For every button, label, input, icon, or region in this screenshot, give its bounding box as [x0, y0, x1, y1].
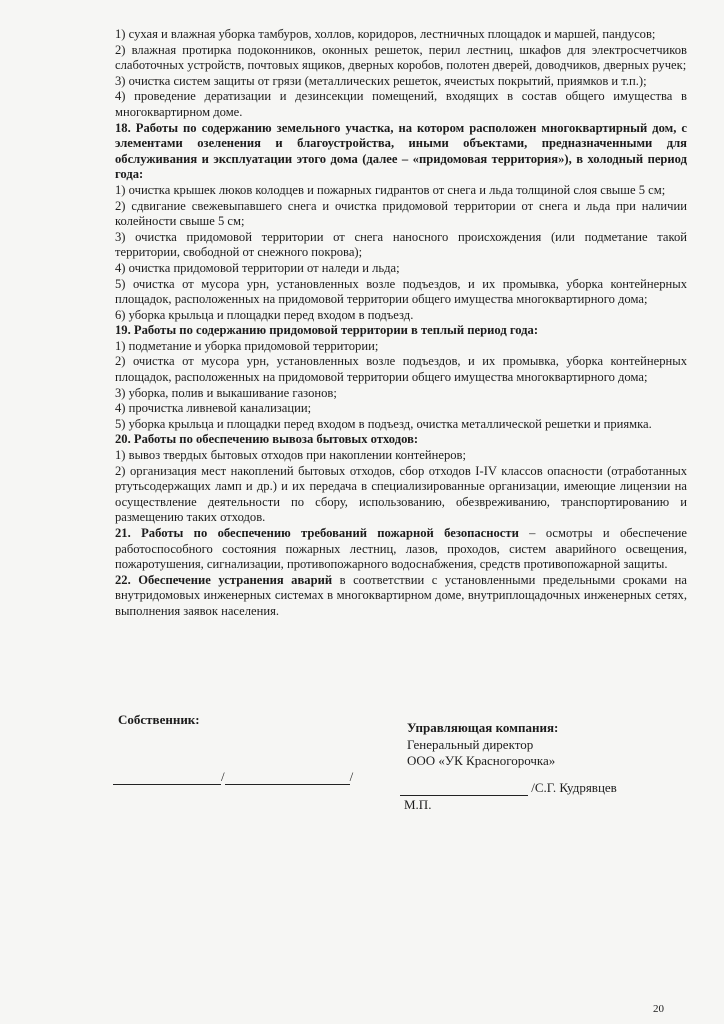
document-body — [115, 27, 687, 620]
list-item: 5) уборка крыльца и площадки перед входом в подъезд, очистка металлической решетки и приямка. — [115, 416, 652, 431]
list-item: 2) организация мест накоплений бытовых отходов, сбор отходов I-IV классов опасности (отработанных ртутьсодержащих ламп и др.) и их передача в специализированные организации, имеющие лицензии на осуществление деятельности по сбору, использованию, обезвреживанию, транспортированию и размещению таких отходов. — [115, 463, 687, 525]
list-item: 1) подметание и уборка придомовой территории; — [115, 338, 379, 353]
section-18-heading: 18. Работы по содержанию земельного участка, на котором расположен многоквартирный дом, с элементами озеленения и благоустройства, иными объектами, предназначенными для обслуживания и эксплуатации этого дома (далее – «придомовая территория»), в холодный период года: — [115, 120, 687, 182]
section-21-text: – осмотры и обеспечение работоспособного состояния пожарных лестниц, лазов, проходов, систем аварийного освещения, пожаротушения, сигнализации, противопожарного водоснабжения, средств противопожарной защиты. — [115, 526, 687, 572]
signature-blank — [400, 782, 528, 796]
list-item: 1) сухая и влажная уборка тамбуров, холлов, коридоров, лестничных площадок и маршей, пандусов; — [115, 27, 656, 41]
list-item: 1) очистка крышек люков колодцев и пожарных гидрантов от снега и льда толщиной слоя свыше 5 см; — [115, 182, 666, 197]
manager-company: ООО «УК Красногорочка» — [407, 753, 556, 768]
section-22 — [115, 573, 687, 620]
manager-label: Управляющая компания: — [407, 720, 559, 735]
section-21-heading: 21. Работы по обеспечению требований пожарной безопасности — [115, 526, 519, 540]
section-21 — [115, 526, 687, 573]
stamp-label: М.П. — [404, 797, 432, 812]
signature-blank — [113, 771, 221, 785]
list-item: 3) уборка, полив и выкашивание газонов; — [115, 385, 337, 400]
slash: / — [221, 769, 225, 784]
list-item: 4) проведение дератизации и дезинсекции помещений, входящих в состав общего имущества в многоквартирном доме. — [115, 89, 687, 119]
list-item: 5) очистка от мусора урн, установленных возле подъездов, и их промывка, уборка контейнерных площадок, расположенных на придомовой территории общего имущества многоквартирного дома; — [115, 276, 687, 307]
list-item: 2) влажная протирка подоконников, оконных решеток, перил лестниц, шкафов для электросчетчиков слаботочных устройств, почтовых ящиков, дверных коробов, полотен дверей, доводчиков, дверных ручек; — [115, 42, 687, 73]
slash: / — [349, 769, 354, 784]
list-item: 4) очистка придомовой территории от наледи и льда; — [115, 260, 400, 275]
owner-signature-line — [113, 769, 353, 785]
section-19-heading: 19. Работы по содержанию придомовой территории в теплый период года: — [115, 323, 539, 338]
manager-position: Генеральный директор — [407, 736, 534, 752]
list-item: 3) очистка придомовой территории от снега наносного происхождения (или подметание такой территории, свободной от снежного покрова); — [115, 229, 687, 260]
list-item: 1) вывоз твердых бытовых отходов при накоплении контейнеров; — [115, 448, 467, 463]
list-item: 3) очистка систем защиты от грязи (металлических решеток, ячеистых покрытий, приямков и т.п.); — [115, 73, 647, 88]
list-item: 2) сдвигание свежевыпавшего снега и очистка придомовой территории от снега и льда при наличии колейности свыше 5 см; — [115, 198, 687, 229]
list-item: 6) уборка крыльца и площадки перед входом в подъезд. — [115, 307, 414, 322]
list-item: 2) очистка от мусора урн, установленных возле подъездов, и их промывка, уборка контейнерных площадок, расположенных на придомовой территории общего имущества многоквартирного дома; — [115, 354, 687, 385]
manager-name: /С.Г. Кудрявцев — [528, 780, 617, 795]
section-20-heading: 20. Работы по обеспечению вывоза бытовых отходов: — [115, 432, 419, 447]
name-blank — [225, 771, 350, 785]
manager-block — [407, 720, 558, 770]
page-number: 20 — [653, 1003, 664, 1015]
list-item: 4) прочистка ливневой канализации; — [115, 401, 312, 416]
manager-signature-line — [400, 780, 617, 796]
owner-label: Собственник: — [118, 712, 200, 727]
section-22-text: в соответствии с установленными предельными сроками на внутридомовых инженерных системах в многоквартирном доме, внутриплощадочных инженерных сетях, выполнения заявок населения. — [115, 572, 687, 618]
section-22-heading: 22. Обеспечение устранения аварий — [115, 572, 333, 587]
